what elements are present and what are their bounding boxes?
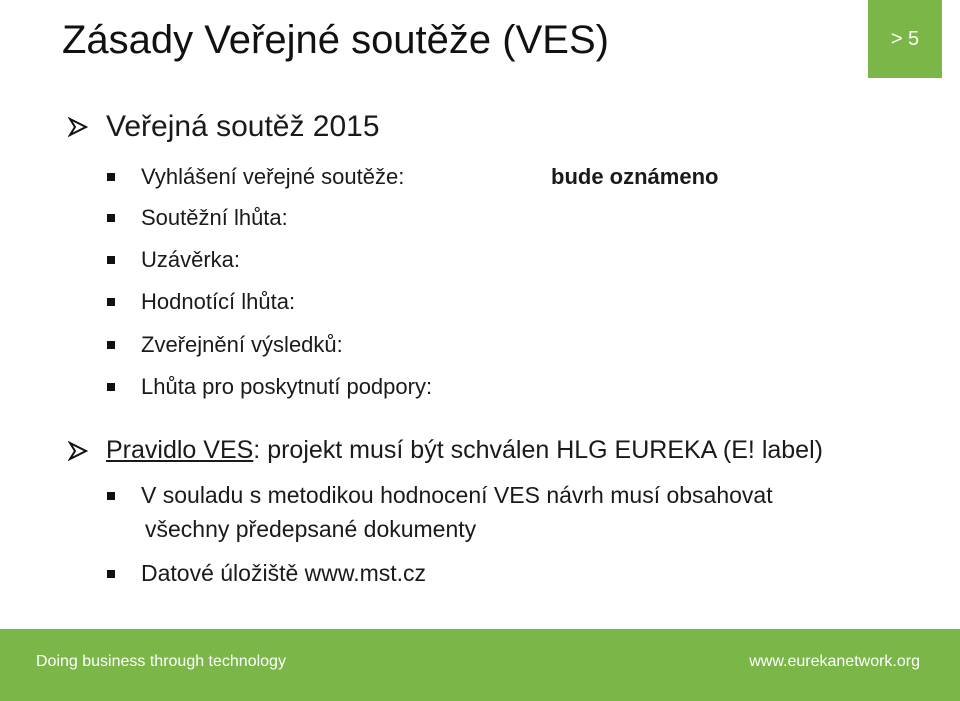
square-bullet-icon xyxy=(107,383,115,391)
announcement-value: bude oznámeno xyxy=(551,164,719,189)
list-item-continuation: všechny předepsané dokumenty xyxy=(145,516,477,542)
list-item-label: Hodnotící lhůta: xyxy=(141,289,296,314)
list-item xyxy=(107,332,343,358)
section-heading-text: Veřejná soutěž 2015 xyxy=(106,110,380,143)
arrow-bullet-icon xyxy=(68,116,90,138)
list-item-label: Soutěžní lhůta: xyxy=(141,205,288,230)
list-item xyxy=(107,289,295,315)
arrow-bullet-icon xyxy=(68,440,90,462)
list-item xyxy=(107,247,240,273)
page-number-badge: > 5 xyxy=(868,0,942,78)
list-item xyxy=(107,482,773,509)
slide-title: Zásady Veřejné soutěže (VES) xyxy=(62,18,609,62)
square-bullet-icon xyxy=(107,570,115,578)
list-item-label: Zveřejnění výsledků: xyxy=(141,332,343,357)
rule-prefix: Pravidlo VES xyxy=(106,436,254,464)
square-bullet-icon xyxy=(107,173,115,181)
footer-tagline: Doing business through technology xyxy=(36,653,286,670)
list-item xyxy=(107,560,426,587)
square-bullet-icon xyxy=(107,256,115,264)
list-item-label: Datové úložiště www.mst.cz xyxy=(141,560,427,586)
list-item-label: Lhůta pro poskytnutí podpory: xyxy=(141,374,433,399)
list-item xyxy=(107,205,288,231)
footer-url: www.eurekanetwork.org xyxy=(749,653,920,670)
list-item-label: Uzávěrka: xyxy=(141,247,241,272)
list-item-label: Vyhlášení veřejné soutěže: xyxy=(141,164,405,189)
rule-body: : projekt musí být schválen HLG EUREKA (E! label) xyxy=(253,436,823,464)
section-heading-ves-2015 xyxy=(68,110,380,144)
rule-text xyxy=(106,436,823,465)
square-bullet-icon xyxy=(107,341,115,349)
list-item-label: V souladu s metodikou hodnocení VES návrh musí obsahovat xyxy=(141,482,773,508)
square-bullet-icon xyxy=(107,214,115,222)
square-bullet-icon xyxy=(107,298,115,306)
square-bullet-icon xyxy=(107,492,115,500)
list-item xyxy=(107,374,432,400)
footer-bar xyxy=(0,629,960,701)
list-item xyxy=(107,164,404,190)
section-heading-rule xyxy=(68,436,823,465)
